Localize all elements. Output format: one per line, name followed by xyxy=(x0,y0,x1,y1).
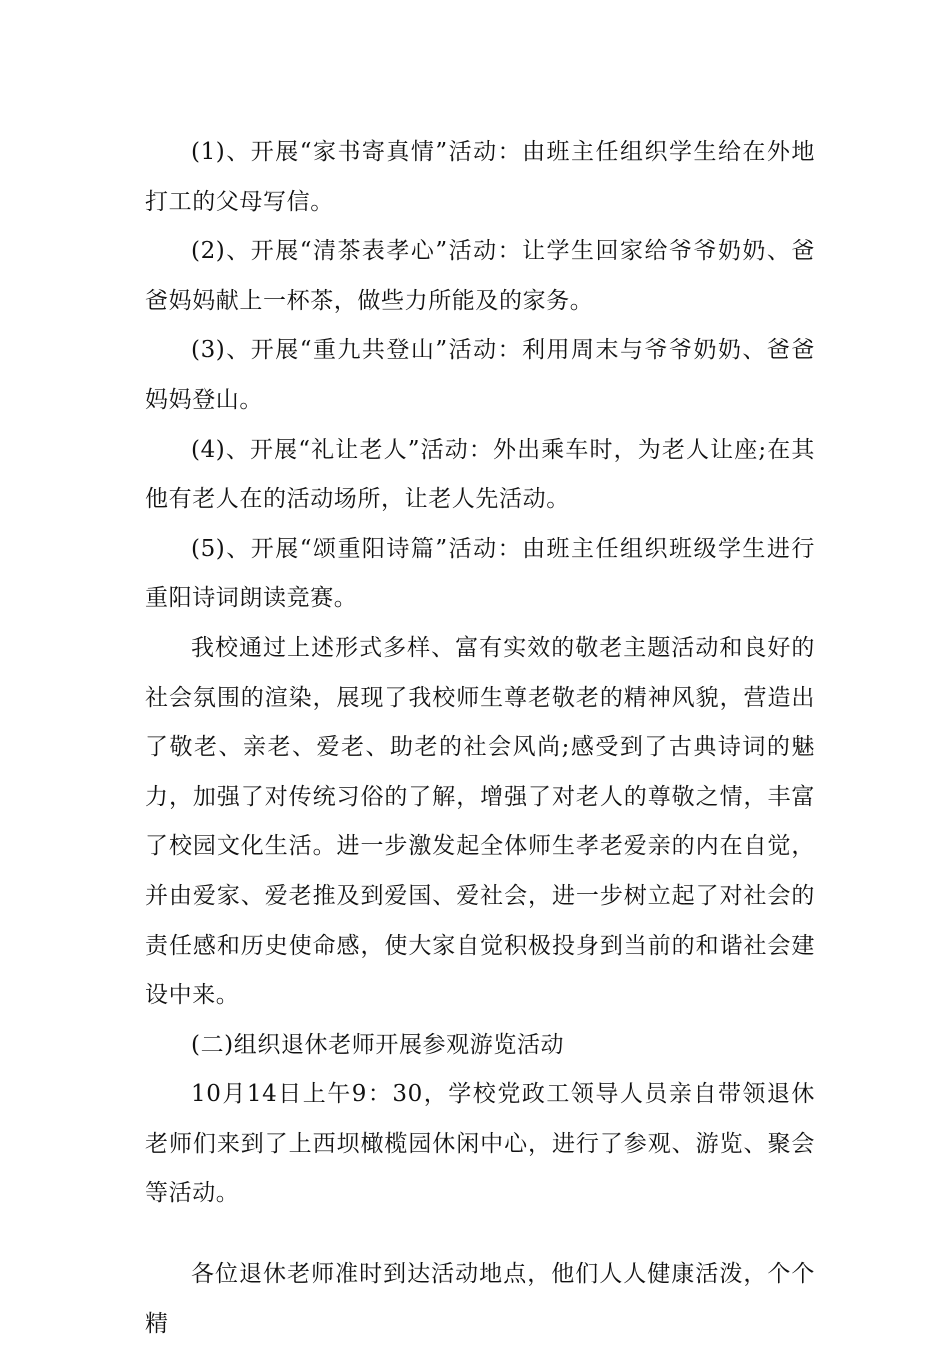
event-paragraph: 10月14日上午9：30，学校党政工领导人员亲自带领退休老师们来到了上西坝橄榄园休闲中心，进行了参观、游览、聚会等活动。 xyxy=(145,1081,815,1207)
activity-item-5: (5)、开展“颂重阳诗篇”活动：由班主任组织班级学生进行重阳诗词朗读竞赛。 xyxy=(145,535,815,612)
section-heading: (二)组织退休老师开展参观游览活动 xyxy=(191,1031,565,1058)
continued-paragraph: 各位退休老师准时到达活动地点，他们人人健康活泼，个个精 xyxy=(145,1261,815,1337)
activity-item-1: (1)、开展“家书寄真情”活动：由班主任组织学生给在外地打工的父母写信。 xyxy=(145,139,815,215)
activity-item-4: (4)、开展“礼让老人”活动：外出乘车时，为老人让座;在其他有老人在的活动场所，让老人先活动。 xyxy=(145,436,815,513)
summary-paragraph: 我校通过上述形式多样、富有实效的敬老主题活动和良好的社会氛围的渲染，展现了我校师生尊老敬老的精神风貌，营造出了敬老、亲老、爱老、助老的社会风尚;感受到了古典诗词的魅力，加强了对传统习俗的了解，增强了对老人的尊敬之情，丰富了校园文化生活。进一步激发起全体师生孝老爱亲的内在自觉，并由爱家、爱老推及到爱国、爱社会，进一步树立起了对社会的责任感和历史使命感，使大家自觉积极投身到当前的和谐社会建设中来。 xyxy=(145,634,815,1009)
paragraph-gap xyxy=(145,1219,815,1250)
document-body xyxy=(145,128,815,1349)
activity-item-2: (2)、开展“清茶表孝心”活动：让学生回家给爷爷奶奶、爸爸妈妈献上一杯茶，做些力所能及的家务。 xyxy=(145,238,815,314)
activity-item-3: (3)、开展“重九共登山”活动：利用周末与爷爷奶奶、爸爸妈妈登山。 xyxy=(145,337,815,413)
